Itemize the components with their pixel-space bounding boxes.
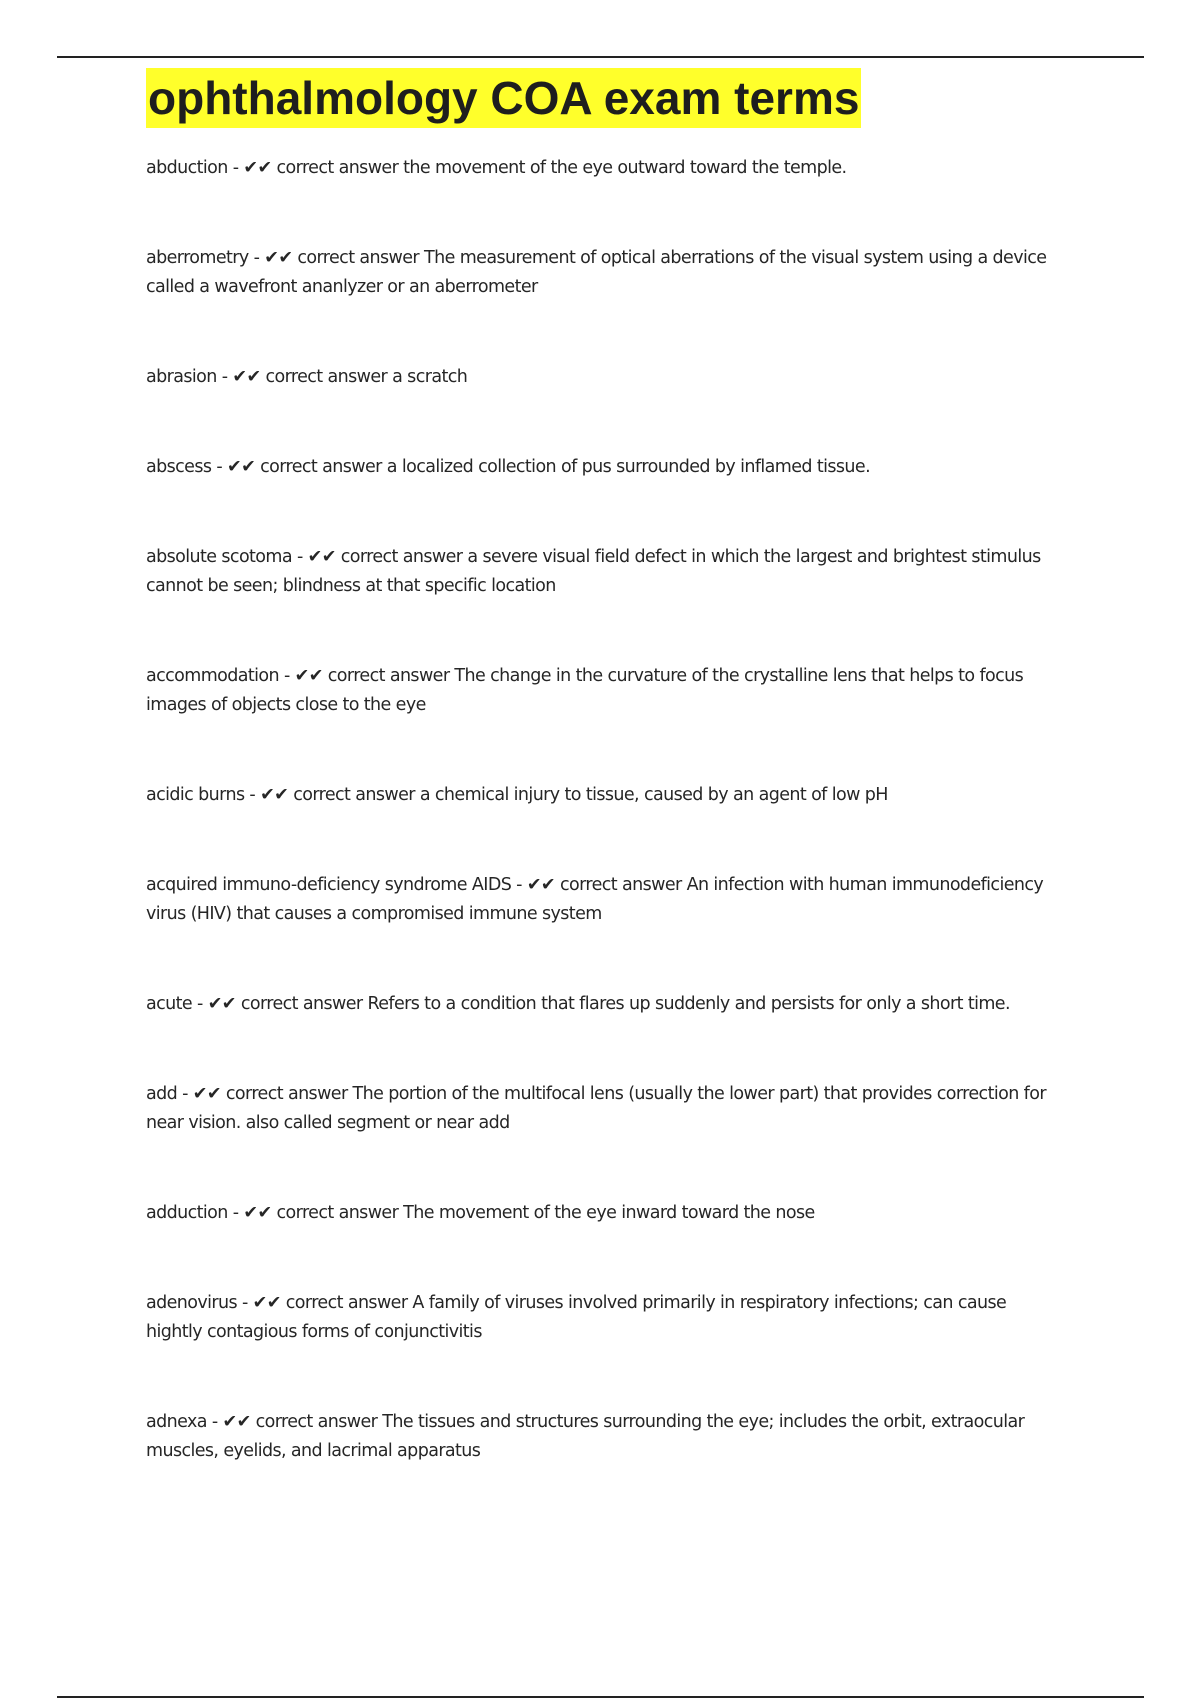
term: adduction xyxy=(146,1203,228,1223)
answer-prefix: correct answer xyxy=(235,994,368,1014)
title-wrap xyxy=(146,68,1066,128)
term: absolute scotoma xyxy=(146,547,292,567)
check-icon: ✔✔ xyxy=(526,875,555,895)
definition: Refers to a condition that flares up suddenly and persists for only a short time. xyxy=(367,994,1010,1014)
definition: The measurement of optical aberrations of the visual system using a device called a wavefront ananlyzer or an aberrometer xyxy=(146,248,1047,297)
definition: a scratch xyxy=(392,367,468,387)
answer-prefix: correct answer xyxy=(288,785,420,805)
term-entry xyxy=(146,990,1066,1019)
term-entry xyxy=(146,543,1066,601)
bottom-rule xyxy=(57,1696,1144,1698)
separator: - xyxy=(248,248,265,268)
top-rule xyxy=(57,56,1144,58)
term-entry xyxy=(146,781,1066,810)
answer-prefix: correct answer xyxy=(250,1412,383,1432)
separator: - xyxy=(511,875,527,895)
answer-prefix: correct answer xyxy=(260,367,393,387)
separator: - xyxy=(279,666,295,686)
term-entry xyxy=(146,1408,1066,1466)
term-list xyxy=(146,154,1066,1466)
check-icon: ✔✔ xyxy=(243,1203,272,1223)
separator: - xyxy=(192,994,208,1014)
answer-prefix: correct answer xyxy=(271,158,404,178)
term-entry xyxy=(146,1289,1066,1347)
separator: - xyxy=(244,785,261,805)
definition: The portion of the multifocal lens (usually the lower part) that provides correction for near vision. also called segment or near add xyxy=(146,1084,1046,1133)
term: acidic burns xyxy=(146,785,245,805)
check-icon: ✔✔ xyxy=(243,158,272,178)
check-icon: ✔✔ xyxy=(294,666,323,686)
separator: - xyxy=(227,158,244,178)
check-icon: ✔✔ xyxy=(222,1412,251,1432)
separator: - xyxy=(237,1293,253,1313)
term: abscess xyxy=(146,457,212,477)
separator: - xyxy=(211,457,228,477)
separator: - xyxy=(206,1412,223,1432)
answer-prefix: correct answer xyxy=(280,1293,413,1313)
term-entry xyxy=(146,662,1066,720)
separator: - xyxy=(177,1084,193,1104)
term: aberrometry xyxy=(146,248,249,268)
check-icon: ✔✔ xyxy=(227,457,256,477)
check-icon: ✔✔ xyxy=(260,785,289,805)
term: abrasion xyxy=(146,367,217,387)
term: acquired immuno-deficiency syndrome AIDS xyxy=(146,875,512,895)
answer-prefix: correct answer xyxy=(255,457,387,477)
definition: a localized collection of pus surrounded by inflamed tissue. xyxy=(386,457,871,477)
definition: The change in the curvature of the crystalline lens that helps to focus images of objects close to the eye xyxy=(146,666,1024,715)
term-entry xyxy=(146,871,1066,929)
check-icon: ✔✔ xyxy=(192,1084,221,1104)
term: abduction xyxy=(146,158,228,178)
answer-prefix: correct answer xyxy=(220,1084,353,1104)
term-entry xyxy=(146,363,1066,392)
answer-prefix: correct answer xyxy=(335,547,468,567)
term: acute xyxy=(146,994,193,1014)
definition: a chemical injury to tissue, caused by an agent of low pH xyxy=(419,785,888,805)
term-entry xyxy=(146,453,1066,482)
separator: - xyxy=(292,547,308,567)
separator: - xyxy=(227,1203,244,1223)
definition: The tissues and structures surrounding the eye; includes the orbit, extraocular muscles, eyelids, and lacrimal apparatus xyxy=(146,1412,1025,1461)
page-title: ophthalmology COA exam terms xyxy=(146,68,861,128)
term: adnexa xyxy=(146,1412,207,1432)
term: add xyxy=(146,1084,178,1104)
definition: a severe visual field defect in which the largest and brightest stimulus cannot be seen; blindness at that specific location xyxy=(146,547,1041,596)
answer-prefix: correct answer xyxy=(322,666,455,686)
term-entry xyxy=(146,1199,1066,1228)
term-entry xyxy=(146,244,1066,302)
check-icon: ✔✔ xyxy=(307,547,336,567)
check-icon: ✔✔ xyxy=(264,248,293,268)
answer-prefix: correct answer xyxy=(555,875,687,895)
definition: An infection with human immunodeficiency virus (HIV) that causes a compromised immune system xyxy=(146,875,1044,924)
check-icon: ✔✔ xyxy=(252,1293,281,1313)
separator: - xyxy=(216,367,233,387)
term: adenovirus xyxy=(146,1293,238,1313)
check-icon: ✔✔ xyxy=(207,994,236,1014)
definition: the movement of the eye outward toward the temple. xyxy=(403,158,847,178)
definition: The movement of the eye inward toward the nose xyxy=(403,1203,815,1223)
document-body xyxy=(146,68,1066,1527)
term-entry xyxy=(146,154,1066,183)
definition: A family of viruses involved primarily in respiratory infections; can cause hightly contagious forms of conjunctivitis xyxy=(146,1293,1007,1342)
check-icon: ✔✔ xyxy=(232,367,261,387)
answer-prefix: correct answer xyxy=(292,248,424,268)
term-entry xyxy=(146,1080,1066,1138)
term: accommodation xyxy=(146,666,280,686)
answer-prefix: correct answer xyxy=(271,1203,404,1223)
